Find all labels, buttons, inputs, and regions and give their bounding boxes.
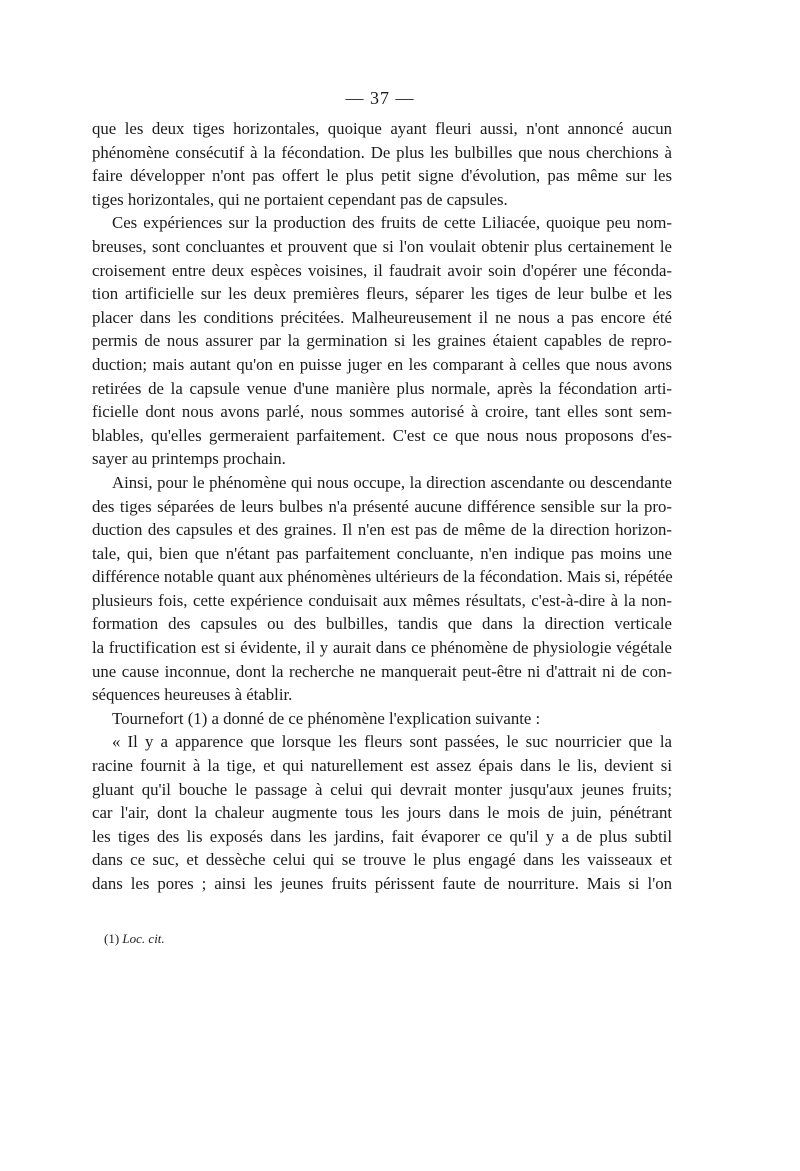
text-line: ficielle dont nous avons parlé, nous sommes autorisé à croire, tant elles sont sem-	[92, 402, 672, 422]
text-line: placer dans les conditions précitées. Malheureusement il ne nous a pas encore été	[92, 307, 672, 327]
page-number: — 37 —	[345, 88, 415, 108]
text-line: une cause inconnue, dont la recherche ne manquerait peut-être ni d'attrait ni de con-	[92, 661, 672, 681]
footnote-text: Loc. cit.	[122, 931, 165, 946]
text-line: duction des capsules et des graines. Il n'en est pas de même de la direction horizon-	[92, 520, 672, 540]
text-line: Ainsi, pour le phénomène qui nous occupe, la direction ascendante ou descendante	[112, 472, 672, 492]
text-line: Tournefort (1) a donné de ce phénomène l'explication suivante :	[112, 708, 541, 728]
text-line: breuses, sont concluantes et prouvent que si l'on voulait obtenir plus certainement le	[92, 236, 672, 256]
text-line: séquences heureuses à établir.	[92, 685, 293, 705]
body-text	[92, 117, 672, 896]
text-line: tion artificielle sur les deux premières fleurs, séparer les tiges de leur bulbe et les	[92, 284, 672, 304]
text-line: phénomène consécutif à la fécondation. De plus les bulbilles que nous cherchions à	[92, 142, 672, 162]
text-line: duction; mais autant qu'on en puisse juger en les comparant à celles que nous avons	[92, 354, 672, 374]
text-line: les tiges des lis exposés dans les jardins, fait évaporer ce qu'il y a de plus subtil	[92, 826, 672, 846]
text-line: tiges horizontales, qui ne portaient cependant pas de capsules.	[92, 189, 508, 209]
text-line: faire développer n'ont pas offert le plus petit signe d'évolution, pas même sur les	[92, 166, 672, 186]
text-line: car l'air, dont la chaleur augmente tous les jours dans le mois de juin, pénétrant	[92, 803, 672, 823]
footnote	[104, 931, 165, 947]
text-line: dans ce suc, et dessèche celui qui se trouve le plus engagé dans les vaisseaux et	[92, 850, 672, 870]
text-line: formation des capsules ou des bulbilles, tandis que dans la direction verticale	[92, 614, 672, 634]
text-line: la fructification est si évidente, il y aurait dans ce phénomène de physiologie végétale	[92, 638, 672, 658]
text-line: sayer au printemps prochain.	[92, 449, 286, 469]
text-line: que les deux tiges horizontales, quoique ayant fleuri aussi, n'ont annoncé aucun	[92, 119, 672, 138]
footnote-marker: (1)	[104, 931, 120, 946]
text-line: « Il y a apparence que lorsque les fleurs sont passées, le suc nourricier que la	[112, 732, 672, 752]
text-line: permis de nous assurer par la germination si les graines étaient capables de repro-	[92, 331, 672, 351]
text-line: retirées de la capsule venue d'une manière plus normale, après la fécondation arti-	[92, 378, 672, 398]
text-line: croisement entre deux espèces voisines, il faudrait avoir soin d'opérer une féconda-	[92, 260, 672, 280]
text-line: tale, qui, bien que n'étant pas parfaitement concluante, n'en indique pas moins une	[92, 543, 672, 563]
text-line: plusieurs fois, cette expérience conduisait aux mêmes résultats, c'est-à-dire à la non-	[92, 590, 672, 610]
text-line: des tiges séparées de leurs bulbes n'a présenté aucune différence sensible sur la pro-	[92, 496, 672, 516]
text-line: blables, qu'elles germeraient parfaitement. C'est ce que nous nous proposons d'es-	[92, 425, 672, 445]
text-line: gluant qu'il bouche le passage à celui qui devrait monter jusqu'aux jeunes fruits;	[92, 779, 672, 799]
text-line: dans les pores ; ainsi les jeunes fruits périssent faute de nourriture. Mais si l'on	[92, 874, 672, 893]
text-line: Ces expériences sur la production des fruits de cette Liliacée, quoique peu nom-	[112, 213, 672, 233]
text-line: différence notable quant aux phénomènes ultérieurs de la fécondation. Mais si, répétée	[92, 567, 673, 587]
text-line: racine fournit à la tige, et qui naturellement est assez épais dans le lis, devient si	[92, 756, 672, 776]
